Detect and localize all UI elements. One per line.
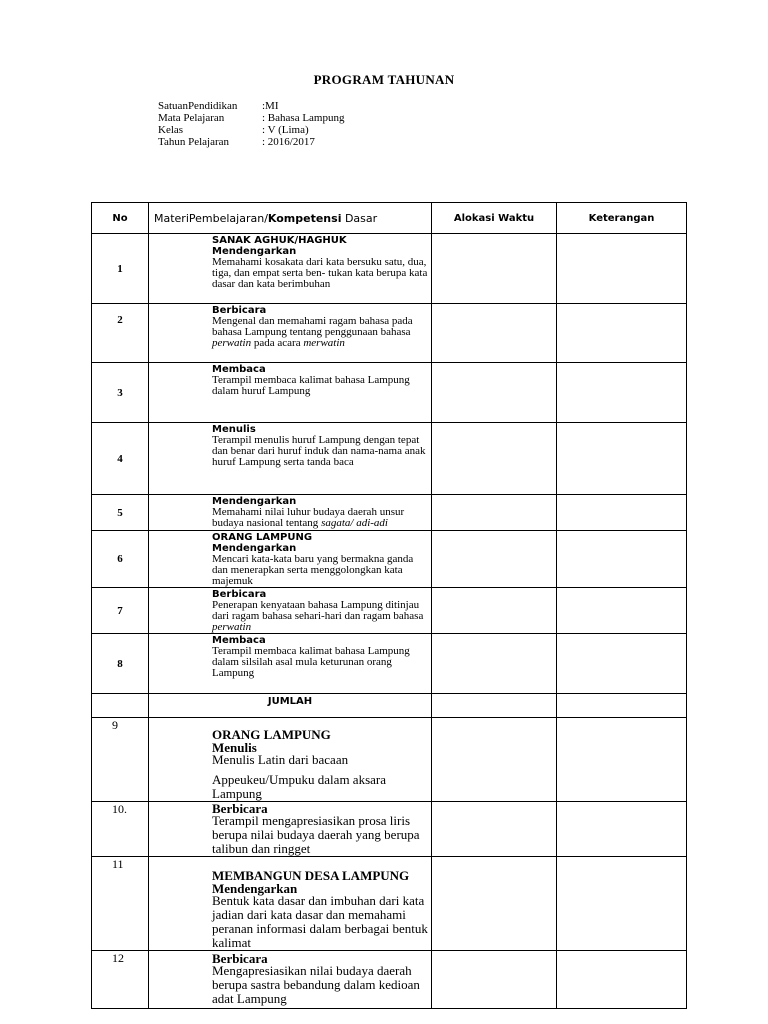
row-text-italic: perwatin <box>212 621 252 633</box>
row-number: 7 <box>92 588 149 634</box>
meta-label: Tahun Pelajaran <box>158 136 230 148</box>
header-materi-c: Dasar <box>341 211 378 225</box>
row-text: Bentuk kata dasar dan imbuhan dari kata jadian dari kata dasar dan memahami peranan informasi dalam berbagai bentuk kalimat <box>212 893 428 950</box>
header-alokasi: Alokasi Waktu <box>432 203 557 234</box>
document-meta <box>158 100 344 148</box>
meta-row-satuan <box>158 100 344 112</box>
row-number: 10. <box>92 802 149 857</box>
row-number: 11 <box>92 857 149 951</box>
row-number <box>92 694 149 718</box>
meta-row-tahun <box>158 136 344 148</box>
row-materi <box>149 634 432 694</box>
row-skill: Berbicara <box>212 305 267 316</box>
jumlah-label: JUMLAH <box>149 694 432 718</box>
meta-value: : Bahasa Lampung <box>262 112 345 124</box>
table-row <box>92 234 687 304</box>
row-materi <box>149 495 432 531</box>
table-header-row <box>92 203 687 234</box>
row-text-italic: merwatin <box>303 337 345 349</box>
row-text-italic: sagata/ adi-adi <box>321 517 388 529</box>
row-alokasi <box>432 363 557 423</box>
table-row <box>92 531 687 588</box>
row-number: 8 <box>92 634 149 694</box>
row-number: 6 <box>92 531 149 588</box>
row-materi <box>149 718 432 802</box>
row-number: 1 <box>92 234 149 304</box>
row-alokasi <box>432 694 557 718</box>
document-title: PROGRAM TAHUNAN <box>313 72 455 87</box>
row-text: Terampil mengapresiasikan prosa liris berupa nilai budaya daerah yang berupa talibun dan ringget <box>212 813 420 856</box>
row-keterangan <box>557 588 687 634</box>
row-text: Mengapresiasikan nilai budaya daerah berupa sastra bebandung dalam kedioan adat Lampung <box>212 963 420 1006</box>
row-alokasi <box>432 304 557 363</box>
meta-value: :MI <box>262 100 279 112</box>
row-text: Mencari kata-kata baru yang bermakna ganda dan menerapkan serta menggolongkan kata majemuk <box>212 553 414 587</box>
row-materi <box>149 531 432 588</box>
row-text: Terampil menulis huruf Lampung dengan tepat dan benar dari huruf induk dan nama-nama anak huruf Lampung serta tanda baca <box>212 434 426 468</box>
row-number: 5 <box>92 495 149 531</box>
row-topic: ORANG LAMPUNG <box>212 727 331 742</box>
meta-row-mapel <box>158 112 344 124</box>
header-materi <box>149 203 432 234</box>
row-text: Terampil membaca kalimat bahasa Lampung dalam silsilah asal mula keturunan orang Lampung <box>212 645 410 679</box>
row-keterangan <box>557 304 687 363</box>
table-row <box>92 718 687 802</box>
row-keterangan <box>557 951 687 1009</box>
row-alokasi <box>432 802 557 857</box>
row-alokasi <box>432 951 557 1009</box>
row-keterangan <box>557 694 687 718</box>
row-keterangan <box>557 634 687 694</box>
row-text: Appeukeu/Umpuku dalam aksara Lampung <box>212 772 387 801</box>
header-materi-a: MateriPembelajaran/ <box>154 211 268 225</box>
row-text: Penerapan kenyataan bahasa Lampung ditinjau dari ragam bahasa sehari-hari dan ragam bahasa <box>212 599 424 622</box>
row-number: 12 <box>92 951 149 1009</box>
row-keterangan <box>557 495 687 531</box>
header-keterangan: Keterangan <box>557 203 687 234</box>
row-alokasi <box>432 857 557 951</box>
row-text: Memahami nilai luhur budaya daerah unsur budaya nasional tentang <box>212 506 405 529</box>
row-skill: Menulis <box>212 424 256 435</box>
meta-value: : 2016/2017 <box>262 136 315 148</box>
table-row <box>92 951 687 1009</box>
header-materi-b: Kompetensi <box>267 211 342 225</box>
row-materi <box>149 857 432 951</box>
row-materi <box>149 951 432 1009</box>
row-skill: Berbicara <box>212 951 268 966</box>
row-skill: Mendengarkan <box>212 881 298 896</box>
table-row <box>92 802 687 857</box>
row-topic: ORANG LAMPUNG <box>212 532 313 543</box>
table-row <box>92 857 687 951</box>
row-number: 4 <box>92 423 149 495</box>
row-alokasi <box>432 718 557 802</box>
row-number: 3 <box>92 363 149 423</box>
row-text: Memahami kosakata dari kata bersuku satu, dua, tiga, dan empat serta ben- tukan kata berupa kata dasar dan kata berimbuhan <box>212 256 428 290</box>
header-no: No <box>92 203 149 234</box>
row-alokasi <box>432 495 557 531</box>
row-topic: MEMBANGUN DESA LAMPUNG <box>212 868 410 883</box>
row-skill: Membaca <box>212 364 266 375</box>
row-text-italic: perwatin <box>212 337 252 349</box>
row-keterangan <box>557 718 687 802</box>
row-keterangan <box>557 857 687 951</box>
row-skill: Menulis <box>212 740 257 755</box>
table-row-jumlah <box>92 694 687 718</box>
row-materi <box>149 588 432 634</box>
meta-value: : V (Lima) <box>262 124 309 136</box>
row-alokasi <box>432 423 557 495</box>
row-topic: SANAK AGHUK/HAGHUK <box>212 235 347 246</box>
row-alokasi <box>432 234 557 304</box>
row-skill: Mendengarkan <box>212 543 297 554</box>
row-alokasi <box>432 588 557 634</box>
row-keterangan <box>557 802 687 857</box>
row-skill: Membaca <box>212 635 266 646</box>
row-keterangan <box>557 234 687 304</box>
meta-label: SatuanPendidikan <box>158 100 238 112</box>
row-skill: Berbicara <box>212 801 268 816</box>
meta-label: Mata Pelajaran <box>158 112 225 124</box>
meta-label: Kelas <box>158 124 184 136</box>
row-skill: Berbicara <box>212 589 267 600</box>
row-skill: Mendengarkan <box>212 496 297 507</box>
row-text: Mengenal dan memahami ragam bahasa pada bahasa Lampung tentang penggunaan bahasa <box>212 315 413 338</box>
table-row <box>92 423 687 495</box>
row-alokasi <box>432 634 557 694</box>
row-keterangan <box>557 531 687 588</box>
table-row <box>92 634 687 694</box>
row-alokasi <box>432 531 557 588</box>
table-row <box>92 363 687 423</box>
row-keterangan <box>557 423 687 495</box>
row-text: Menulis Latin dari bacaan <box>212 752 349 767</box>
row-materi <box>149 363 432 423</box>
row-text: Terampil membaca kalimat bahasa Lampung dalam huruf Lampung <box>212 374 410 397</box>
table-row <box>92 588 687 634</box>
program-table <box>91 202 687 1009</box>
row-keterangan <box>557 363 687 423</box>
row-materi <box>149 802 432 857</box>
row-skill: Mendengarkan <box>212 246 297 257</box>
row-number: 2 <box>92 304 149 363</box>
table-row <box>92 304 687 363</box>
row-materi <box>149 234 432 304</box>
row-materi <box>149 423 432 495</box>
row-text: pada acara <box>251 337 304 349</box>
table-row <box>92 495 687 531</box>
row-number: 9 <box>92 718 149 802</box>
row-materi <box>149 304 432 363</box>
meta-row-kelas <box>158 124 344 136</box>
